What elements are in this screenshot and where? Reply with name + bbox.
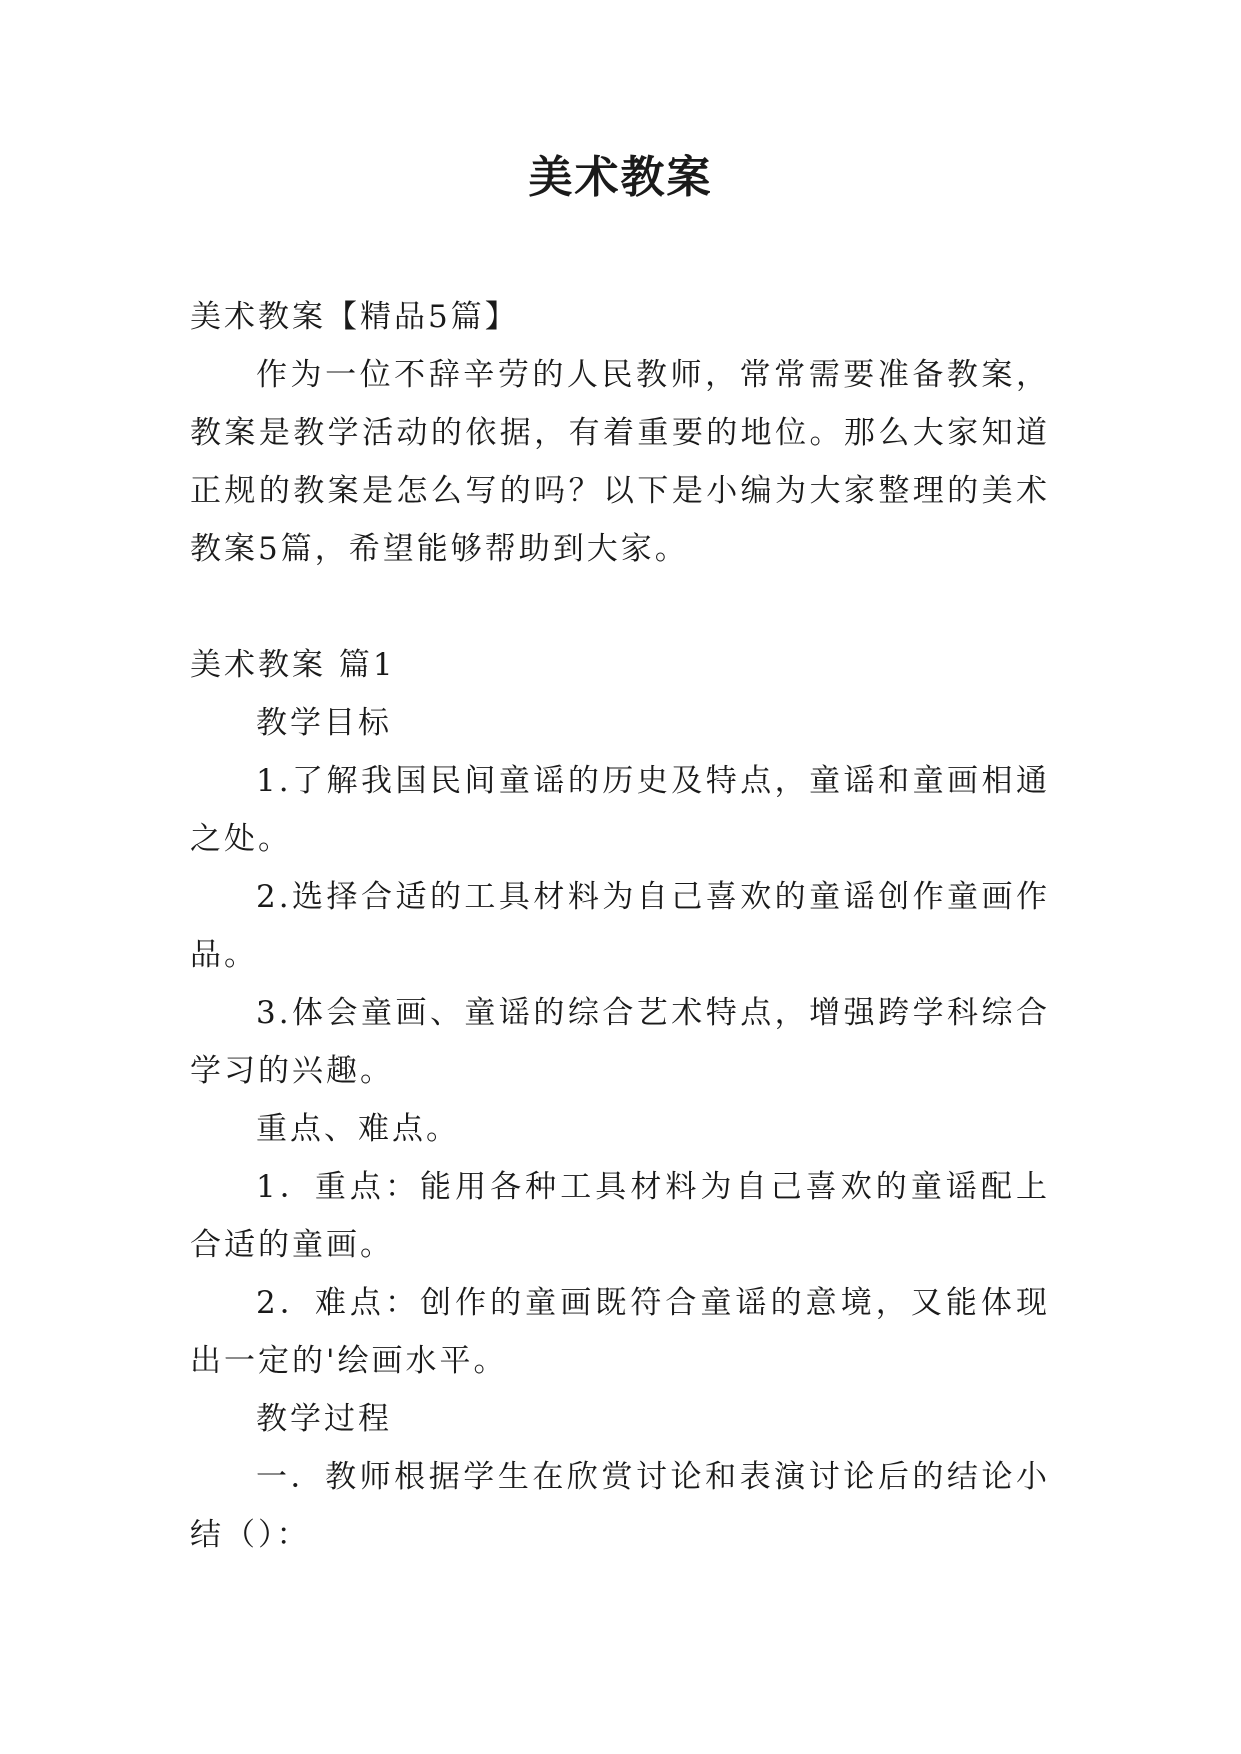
paragraph-goal-2: 2.选择合适的工具材料为自己喜欢的童谣创作童画作品。 bbox=[190, 879, 1050, 973]
paragraph-goal-1: 1.了解我国民间童谣的历史及特点，童谣和童画相通之处。 bbox=[190, 763, 1050, 857]
document-subtitle: 美术教案【精品5篇】 bbox=[190, 299, 519, 335]
paragraph-teaching-process: 教学过程 bbox=[256, 1401, 392, 1437]
paragraph-key-points: 重点、难点。 bbox=[256, 1111, 460, 1147]
section-spacer bbox=[190, 578, 1050, 636]
paragraph-key-point-1: 1．重点：能用各种工具材料为自己喜欢的童谣配上合适的童画。 bbox=[190, 1169, 1050, 1263]
document-body bbox=[190, 288, 1050, 1564]
paragraph-goal-3: 3.体会童画、童谣的综合艺术特点，增强跨学科综合学习的兴趣。 bbox=[190, 995, 1050, 1089]
paragraph-key-point-2: 2．难点：创作的童画既符合童谣的意境，又能体现出一定的'绘画水平。 bbox=[190, 1285, 1050, 1379]
section-heading: 美术教案 篇1 bbox=[190, 647, 396, 683]
document-title: 美术教案 bbox=[528, 152, 713, 203]
paragraph-teaching-goals: 教学目标 bbox=[256, 705, 392, 741]
paragraph-process-1: 一．教师根据学生在欣赏讨论和表演讨论后的结论小结（）： bbox=[190, 1459, 1050, 1553]
intro-paragraph: 作为一位不辞辛劳的人民教师，常常需要准备教案，教案是教学活动的依据，有着重要的地位。那么大家知道正规的教案是怎么写的吗？以下是小编为大家整理的美术教案5篇，希望能够帮助到大家。 bbox=[190, 357, 1050, 567]
